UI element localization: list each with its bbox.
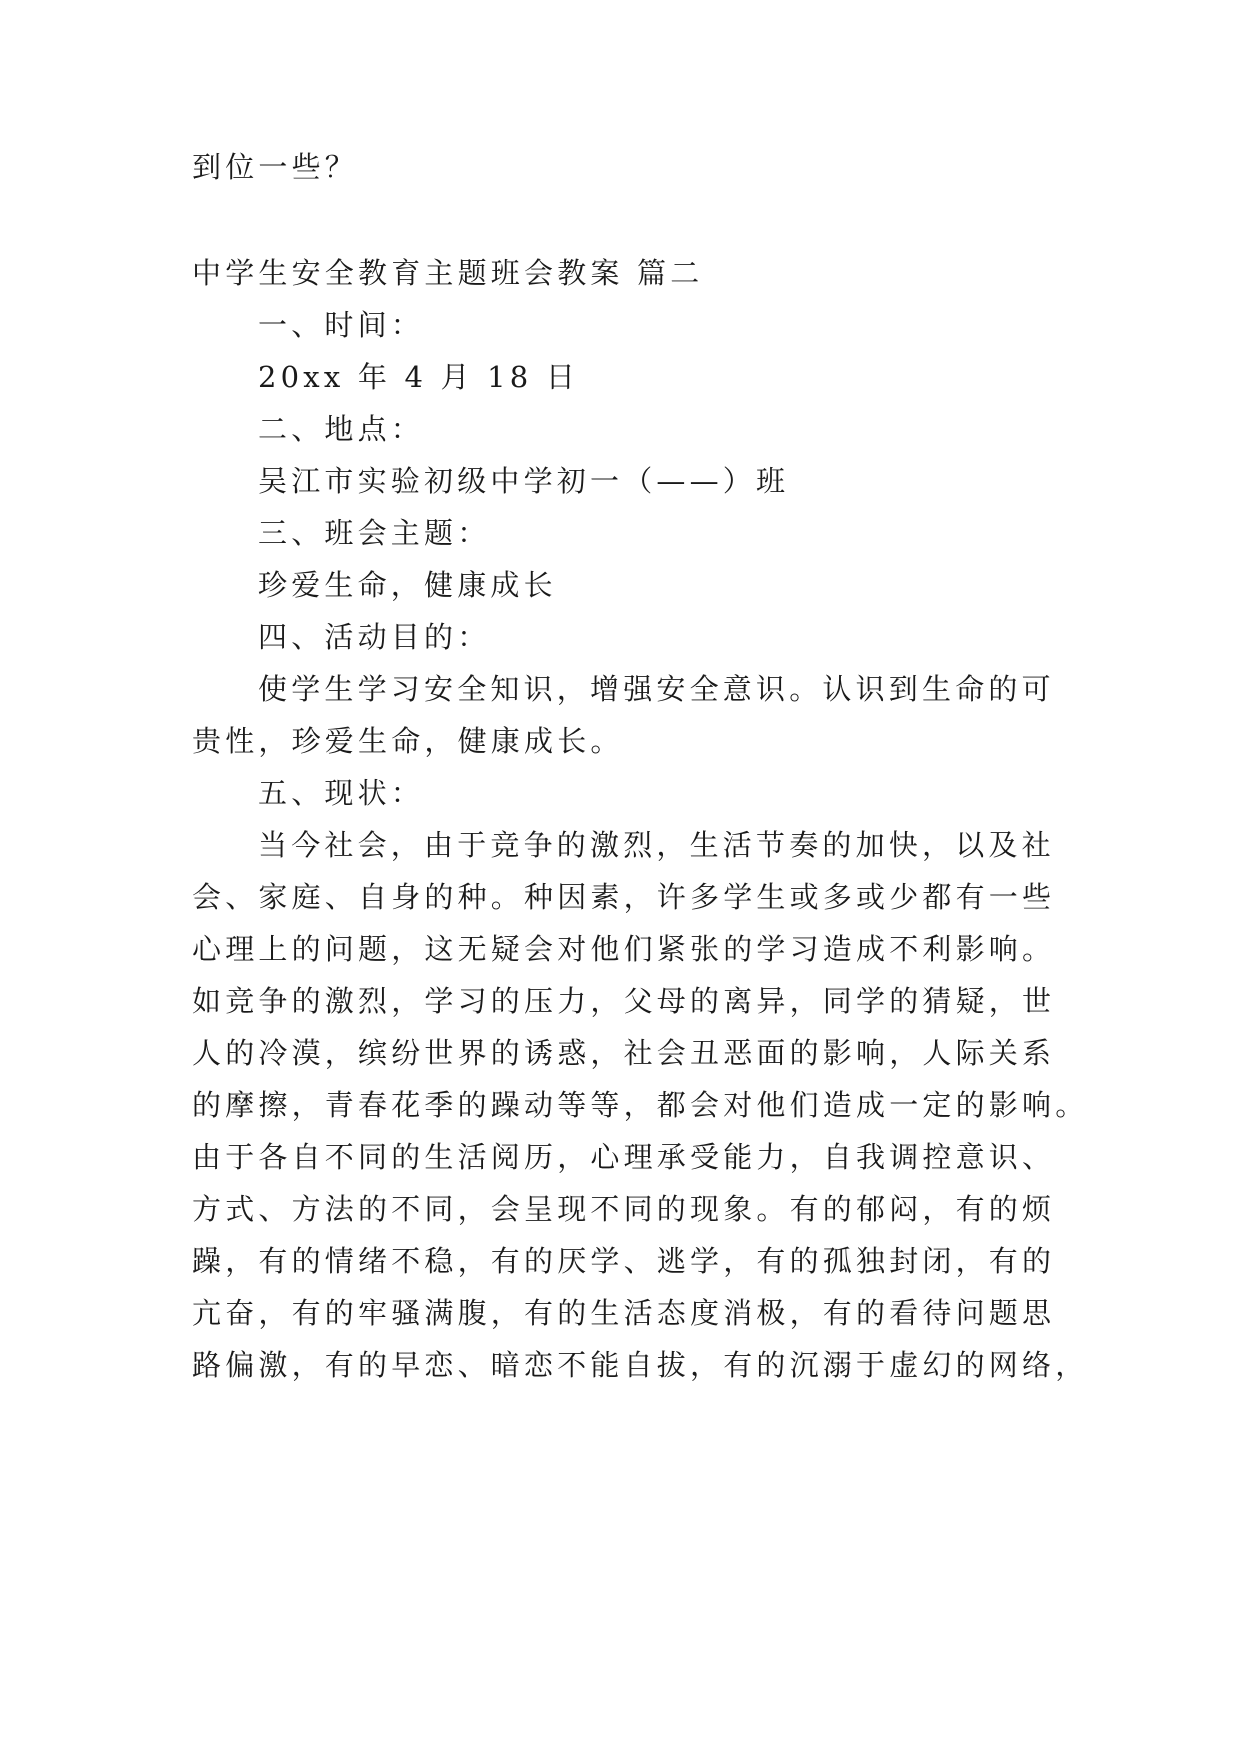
status-paragraph-line: 亢奋，有的牢骚满腹，有的生活态度消极，有的看待问题思 [192, 1296, 1056, 1330]
status-paragraph-line: 如竞争的激烈，学习的压力，父母的离异，同学的猜疑，世 [192, 984, 1056, 1018]
status-paragraph-line: 的摩擦，青春花季的躁动等等，都会对他们造成一定的影响。 [192, 1088, 1089, 1122]
status-paragraph-line: 人的冷漠，缤纷世界的诱惑，社会丑恶面的影响，人际关系 [192, 1036, 1056, 1070]
theme-value: 珍爱生命，健康成长 [258, 568, 557, 602]
goal-heading: 四、活动目的： [258, 620, 491, 654]
theme-heading: 三、班会主题： [258, 516, 491, 550]
status-paragraph-line: 路偏激，有的早恋、暗恋不能自拔，有的沉溺于虚幻的网络， [192, 1348, 1089, 1382]
goal-paragraph-line: 贵性，珍爱生命，健康成长。 [192, 724, 624, 758]
status-heading: 五、现状： [258, 776, 425, 810]
place-value: 吴江市实验初级中学初一（——）班 [258, 464, 790, 498]
status-paragraph-line: 心理上的问题，这无疑会对他们紧张的学习造成不利影响。 [192, 932, 1056, 966]
status-paragraph-line: 躁，有的情绪不稳，有的厌学、逃学，有的孤独封闭，有的 [192, 1244, 1056, 1278]
status-paragraph-line: 由于各自不同的生活阅历，心理承受能力，自我调控意识、 [192, 1140, 1056, 1174]
place-heading: 二、地点： [258, 412, 425, 446]
intro-fragment: 到位一些？ [192, 150, 359, 184]
status-paragraph-line: 会、家庭、自身的种。种因素，许多学生或多或少都有一些 [192, 880, 1056, 914]
section-title: 中学生安全教育主题班会教案 篇二 [192, 256, 704, 290]
time-value: 20xx 年 4 月 18 日 [258, 360, 580, 394]
status-paragraph-line: 当今社会，由于竞争的激烈，生活节奏的加快，以及社 [258, 828, 1055, 862]
status-paragraph-line: 方式、方法的不同，会呈现不同的现象。有的郁闷，有的烦 [192, 1192, 1056, 1226]
goal-paragraph-line: 使学生学习安全知识，增强安全意识。认识到生命的可 [258, 672, 1055, 706]
time-heading: 一、时间： [258, 308, 425, 342]
